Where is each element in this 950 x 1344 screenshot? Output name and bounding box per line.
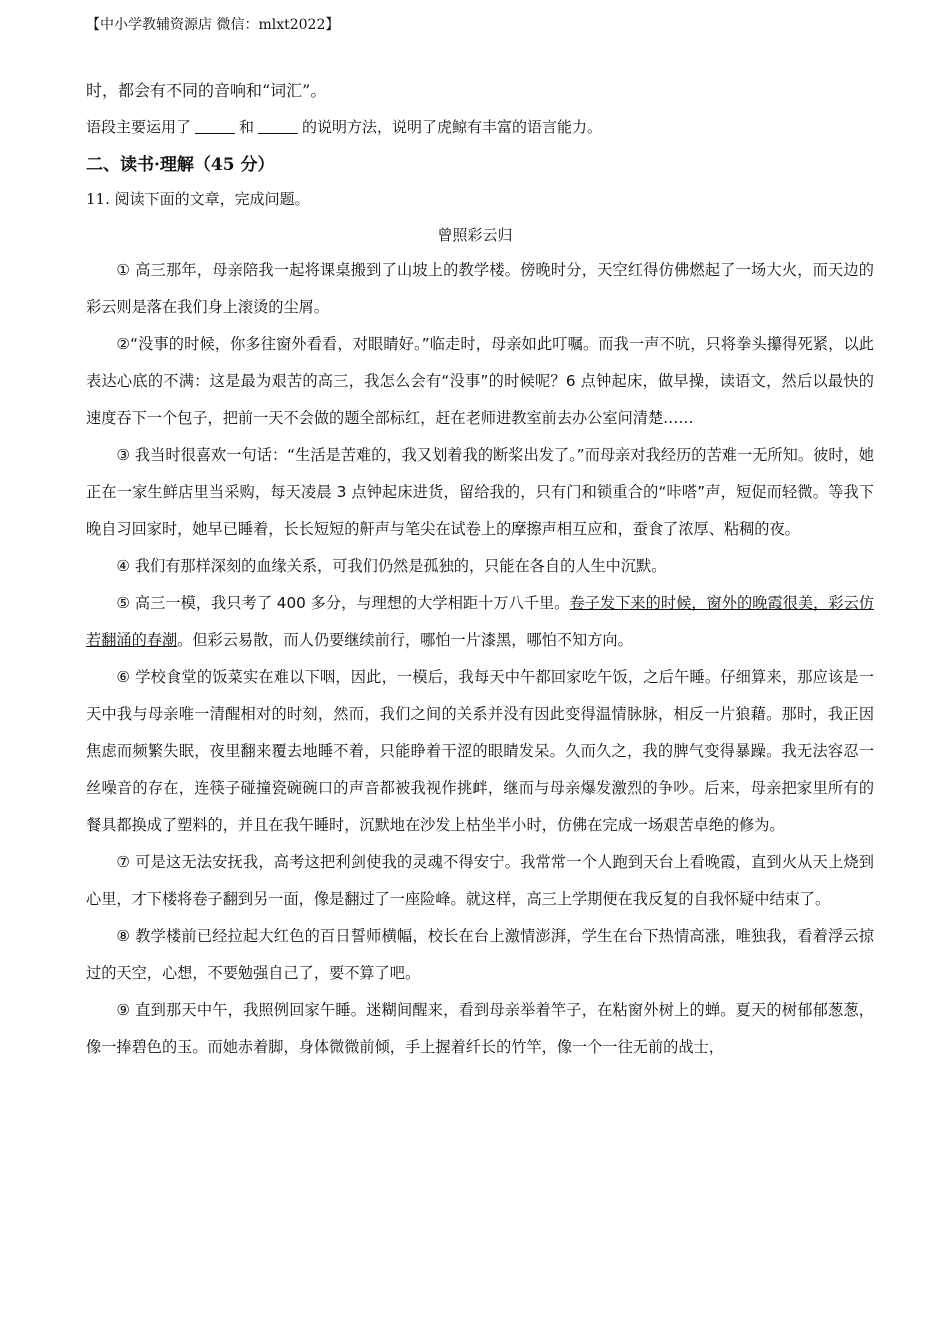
prev-answer-line: 时，都会有不同的音响和“词汇”。 <box>86 81 327 100</box>
paragraph-4: ④ 我们有那样深刻的血缘关系，可我们仍然是孤独的，只能在各自的人生中沉默。 <box>116 557 667 575</box>
underlined-sentence: 卷子发下来的时候，窗外的晚霞很美，彩云仿若翻涌的春潮 <box>86 594 874 649</box>
prev-question-text-before: 语段主要运用了 <box>86 118 192 136</box>
paragraph-5-before: ⑤ 高三一模，我只考了 400 多分，与理想的大学相距十万八千里。 <box>116 594 570 612</box>
paragraph-5-after: 。但彩云易散，而人仍要继续前行，哪怕一片漆黑，哪怕不知方向。 <box>177 631 633 649</box>
question-prompt: 11. 阅读下面的文章，完成问题。 <box>86 190 310 208</box>
prev-question-text-mid: 和 <box>239 118 255 136</box>
prev-question-text-after: 的说明方法，说明了虎鲸有丰富的语言能力。 <box>302 118 603 136</box>
prev-question-line <box>86 116 602 137</box>
paragraph-2: ②“没事的时候，你多往窗外看看，对眼睛好。”临走时，母亲如此叮嘱。而我一声不吭，只将拳头攥得死紧，以此表达心底的不满：这是最为艰苦的高三，我怎么会有“没事”的时候呢？6 点钟起床，做早操，读语文，然后以最快的速度吞下一个包子，把前一天不会做的题全部标红，赶在老师进教室前去办公室问清楚…… <box>86 335 874 427</box>
section-heading: 二、读书·理解（45 分） <box>86 155 275 175</box>
article-body <box>86 252 874 1066</box>
paragraph-8: ⑧ 教学楼前已经拉起大红色的百日誓师横幅，校长在台上激情澎湃，学生在台下热情高涨，唯独我，看着浮云掠过的天空，心想，不要勉强自己了，要不算了吧。 <box>86 927 874 982</box>
paragraph-5 <box>86 585 874 659</box>
paragraph-7: ⑦ 可是这无法安抚我，高考这把利剑使我的灵魂不得安宁。我常常一个人跑到天台上看晚霞，直到火从天上烧到心里，才下楼将卷子翻到另一面，像是翻过了一座险峰。就这样，高三上学期便在我反复的自我怀疑中结束了。 <box>86 853 874 908</box>
answer-blank-2[interactable] <box>258 132 298 134</box>
answer-blank-1[interactable] <box>195 132 235 134</box>
paragraph-1: ① 高三那年，母亲陪我一起将课桌搬到了山坡上的教学楼。傍晚时分，天空红得仿佛燃起了一场大火，而天边的彩云则是落在我们身上滚烫的尘屑。 <box>86 261 874 316</box>
paragraph-3: ③ 我当时很喜欢一句话：“生活是苦难的，我又划着我的断桨出发了。”而母亲对我经历的苦难一无所知。彼时，她正在一家生鲜店里当采购，每天凌晨 3 点钟起床进货，留给我的，只有门和锁重合的“咔嗒”声，短促而轻微。等我下晚自习回家时，她早已睡着，长长短短的鼾声与笔尖在试卷上的摩擦声相互应和，蚕食了浓厚、粘稠的夜。 <box>86 446 874 538</box>
paragraph-6: ⑥ 学校食堂的饭菜实在难以下咽，因此，一模后，我每天中午都回家吃午饭，之后午睡。仔细算来，那应该是一天中我与母亲唯一清醒相对的时刻，然而，我们之间的关系并没有因此变得温情脉脉，相反一片狼藉。那时，我正因焦虑而频繁失眠，夜里翻来覆去地睡不着，只能睁着干涩的眼睛发呆。久而久之，我的脾气变得暴躁。我无法容忍一丝噪音的存在，连筷子碰撞瓷碗碗口的声音都被我视作挑衅，继而与母亲爆发激烈的争吵。后来，母亲把家里所有的餐具都换成了塑料的，并且在我午睡时，沉默地在沙发上枯坐半小时，仿佛在完成一场艰苦卓绝的修为。 <box>86 668 874 834</box>
paragraph-9: ⑨ 直到那天中午，我照例回家午睡。迷糊间醒来，看到母亲举着竿子，在粘窗外树上的蝉。夏天的树郁郁葱葱，像一捧碧色的玉。而她赤着脚，身体微微前倾，手上握着纤长的竹竿，像一个一往无前的战士， <box>86 1001 874 1056</box>
page-header: 【中小学教辅资源店 微信：mlxt2022】 <box>86 17 340 33</box>
article-title: 曾照彩云归 <box>437 226 513 244</box>
